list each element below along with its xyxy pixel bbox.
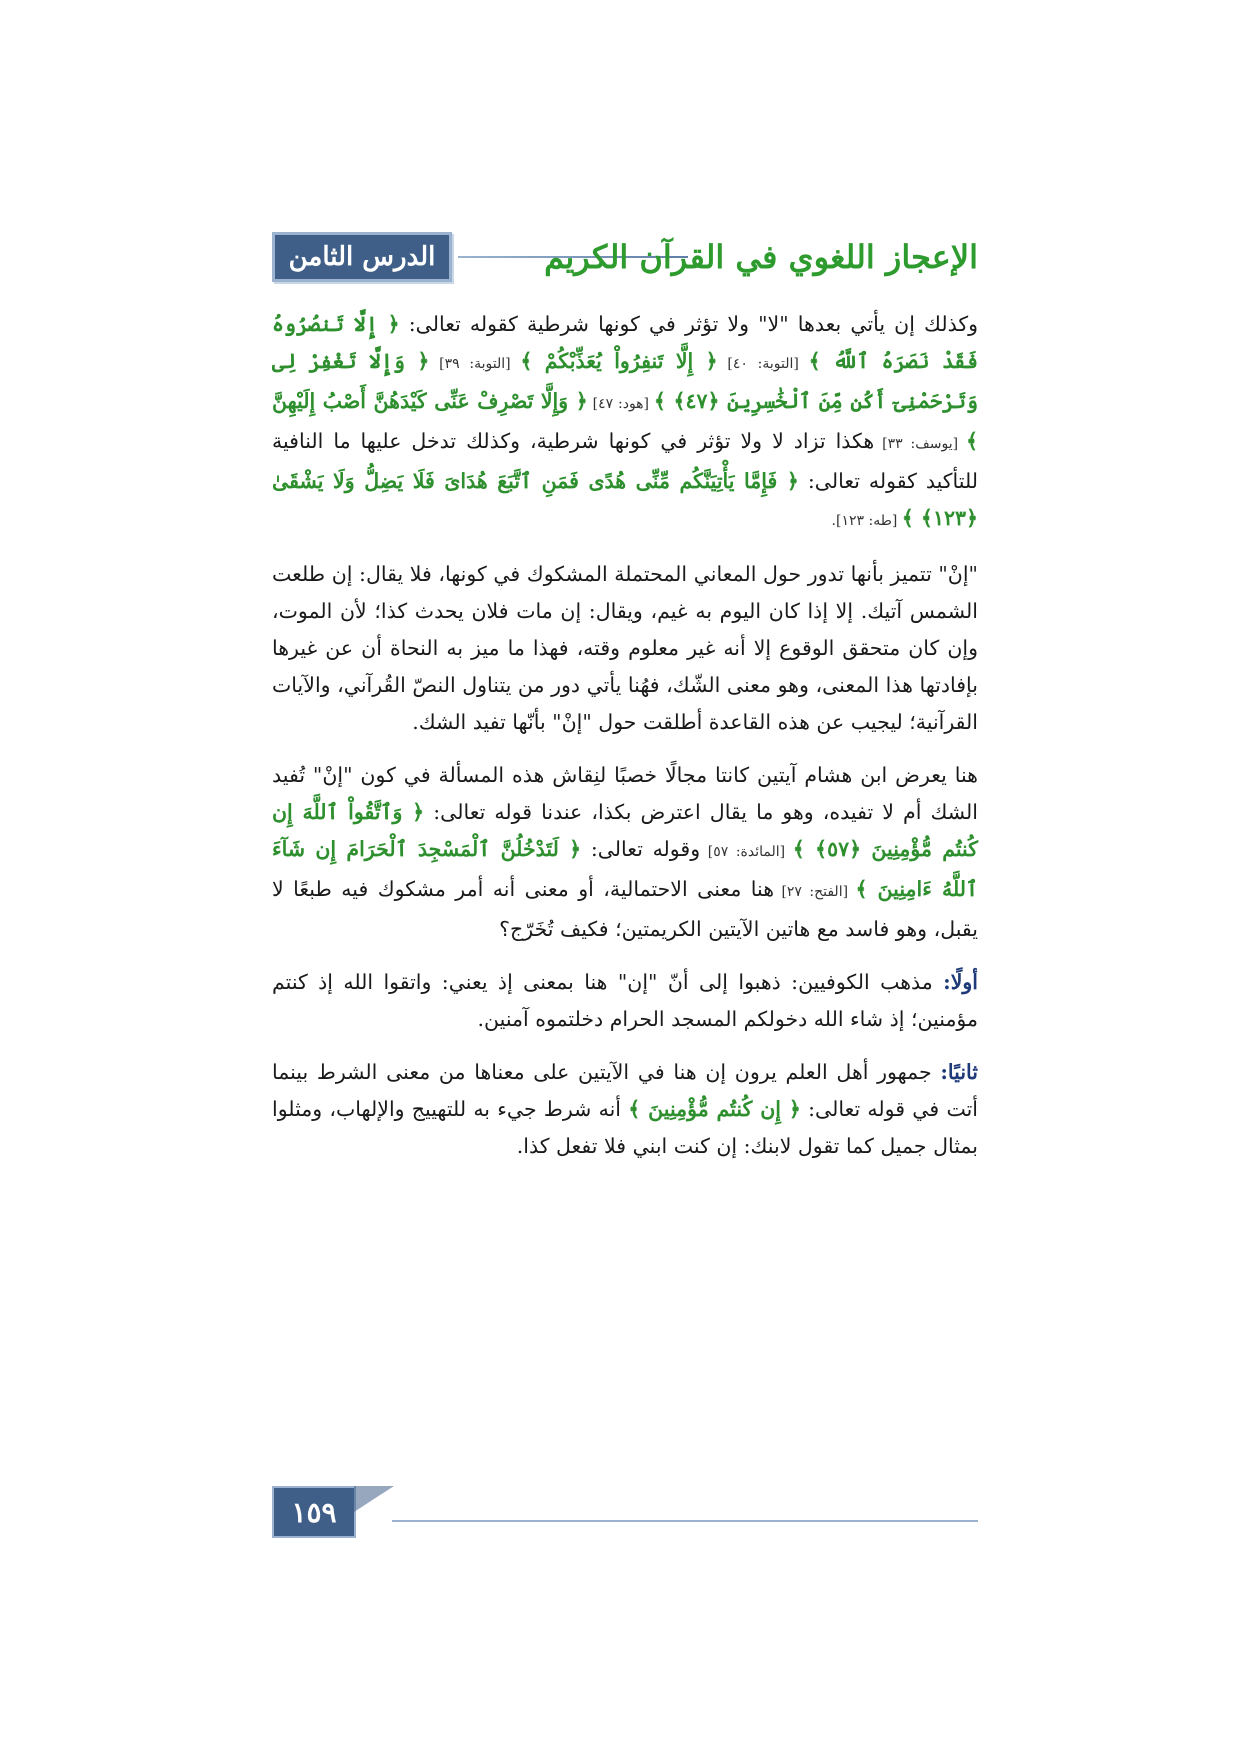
verse-reference: [التوبة: ٤٠]	[717, 356, 809, 372]
text: هنا معنى الاحتمالية، أو معنى أنه أمر مشكوك فيه طبعًا لا يقبل، وهو فاسد مع هاتين الآيتين الكريمتين؛ فكيف تُخَرّج؟	[272, 877, 978, 941]
verse-reference: [المائدة: ٥٧]	[700, 844, 793, 860]
text: وكذلك إن يأتي بعدها "لا" ولا تؤثر في كونها شرطية كقوله تعالى:	[399, 312, 978, 336]
quran-verse: ﴿ فَإِمَّا يَأْتِيَنَّكُم مِّنِّى هُدًى فَمَنِ ٱتَّبَعَ هُدَاىَ فَلَا يَضِلُّ وَلَا يَشْقَىٰ ﴿١٢٣﴾ ﴾	[272, 469, 978, 530]
quran-verse: ﴿ إِلَّا تَنفِرُواْ يُعَذِّبْكُمْ ﴾	[520, 349, 718, 373]
paragraph-5	[272, 1054, 978, 1165]
verse-reference: [يوسف: ٣٣]	[874, 436, 966, 452]
paragraph-2: "إنْ" تتميز بأنها تدور حول المعاني المحتملة المشكوك في كونها، فلا يقال: إن طلعت الشمس آتيك. إلا إذا كان اليوم به غيم، ويقال: إن مات فلان يحدث كذا؛ لأن الموت، وإن كان متحقق الوقوع إلا أنه غير معلوم وقته، فهذا ما ميز به النحاة أن عن غيرها بإفادتها هذا المعنى، وهو معنى الشّك، فهُنا يأتي دور من يتناول النصّ القُرآني، والآيات القرآنية؛ ليجيب عن هذه القاعدة أطلقت حول "إنْ" بأنّها تفيد الشك.	[272, 562, 978, 734]
verse-reference: [هود: ٤٧]	[587, 396, 654, 412]
lesson-label: الدرس الثامن	[272, 232, 452, 282]
text: مذهب الكوفيين: ذهبوا إلى أنّ "إن" هنا بمعنى إذ يعني: واتقوا الله إذ كنتم مؤمنين؛ إذ شاء الله دخولكم المسجد الحرام دخلتموه آمنين.	[272, 970, 978, 1031]
verse-reference: [طه: ١٢٣].	[831, 513, 902, 529]
paragraph-1	[272, 306, 978, 540]
text: جمهور أهل العلم يرون إن هنا في الآيتين على معناها من معنى الشرط بينما أتت في قوله تعالى:	[272, 1060, 978, 1121]
verse-reference: [الفتح: ٢٧]	[774, 884, 856, 900]
page-body	[272, 306, 978, 1181]
page-footer	[272, 1486, 978, 1546]
footer-decoration	[354, 1486, 394, 1512]
book-title: الإعجاز اللغوي في القرآن الكريم	[544, 238, 978, 276]
quran-verse: ﴿ لَتَدْخُلُنَّ ٱلْمَسْجِدَ ٱلْحَرَامَ إِن شَآءَ ٱللَّهُ ءَامِنِينَ ﴾	[272, 837, 978, 901]
verse-reference: [التوبة: ٣٩]	[429, 356, 521, 372]
quran-verse: ﴿ إِن كُنتُم مُّؤْمِنِينَ ﴾	[628, 1097, 801, 1121]
page-header	[272, 232, 978, 290]
quran-verse: ﴿ وَٱتَّقُواْ ٱللَّهَ إِن كُنتُم مُّؤْمِنِينَ ﴿٥٧﴾ ﴾	[272, 800, 978, 861]
text: هكذا تزاد لا ولا تؤثر في كونها شرطية، وكذلك تدخل عليها ما النافية للتأكيد كقوله تعالى:	[272, 429, 978, 493]
paragraph-4	[272, 964, 978, 1038]
text: أنه شرط جيء به للتهييج والإلهاب، ومثلوا بمثال جميل كما تقول لابنك: إن كنت ابني فلا تفعل كذا.	[272, 1097, 978, 1158]
paragraph-3	[272, 757, 978, 948]
point-label: ثانيًا:	[940, 1060, 978, 1084]
footer-divider	[392, 1520, 978, 1522]
text: وقوله تعالى:	[581, 837, 701, 861]
text: هنا يعرض ابن هشام آيتين كانتا مجالًا خصبًا لنِقاش هذه المسألة في كون "إنْ" تُفيد الشك أم لا تفيده، وهو ما يقال اعترض بكذا، عندنا قوله تعالى:	[272, 763, 978, 824]
page-number: ١٥٩	[272, 1486, 356, 1538]
quran-verse: ﴿ وَإِلَّا تَغْفِرْ لِى وَتَرْحَمْنِىٓ أَكُن مِّنَ ٱلْخَٰسِرِينَ ﴿٤٧﴾ ﴾	[272, 349, 978, 413]
point-label: أولًا:	[943, 970, 978, 994]
quran-verse: ﴿ إِلَّا تَنصُرُوهُ فَقَدْ نَصَرَهُ ٱللَّهُ ﴾	[272, 312, 979, 373]
quran-verse: ﴿ وَإِلَّا تَصْرِفْ عَنِّى كَيْدَهُنَّ أَصْبُ إِلَيْهِنَّ ﴾	[272, 389, 978, 453]
